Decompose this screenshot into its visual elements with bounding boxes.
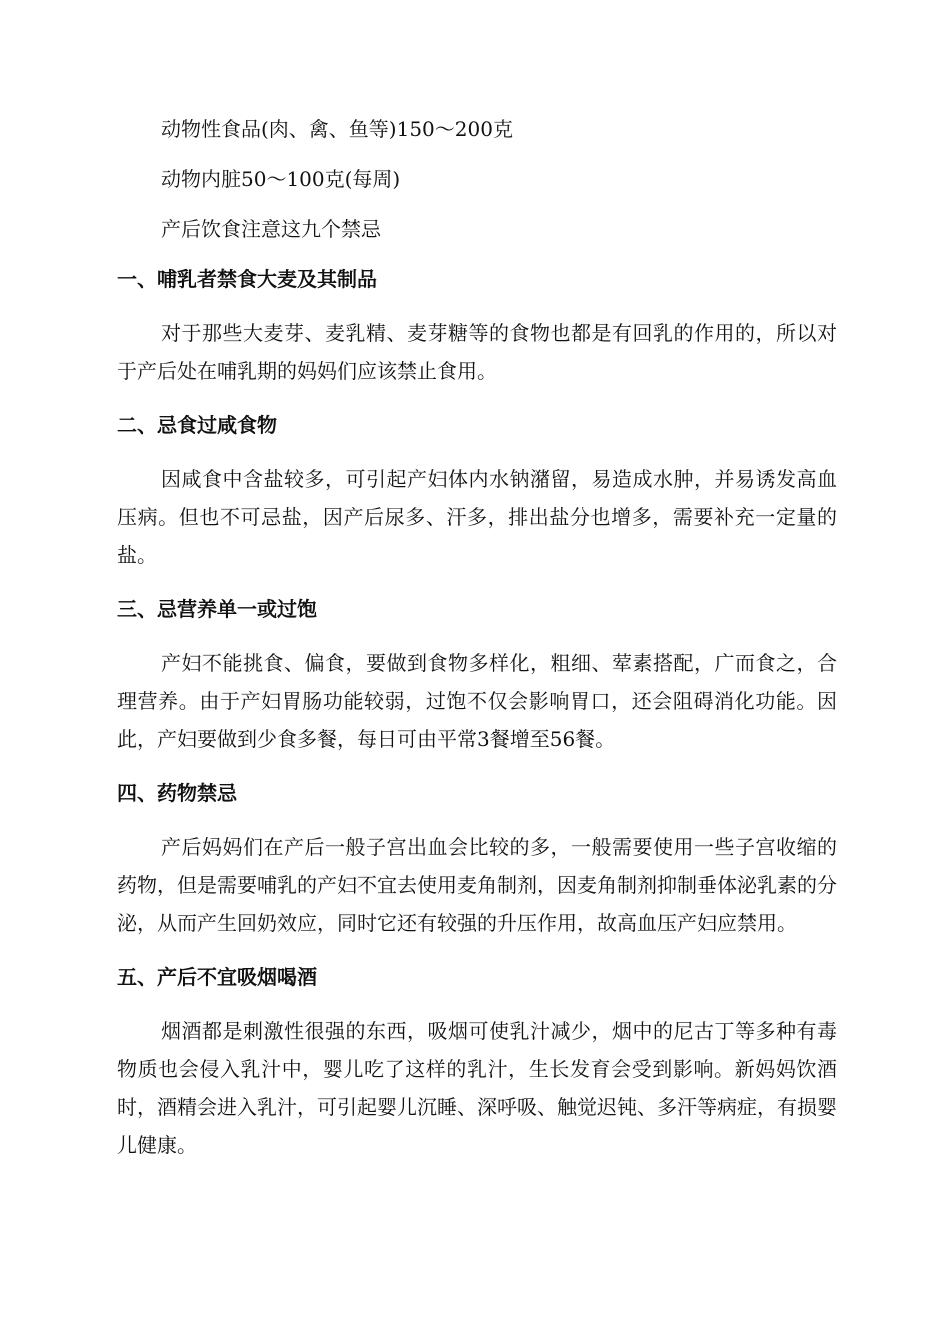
- section-body-5: 烟酒都是刺激性很强的东西，吸烟可使乳汁减少，烟中的尼古丁等多种有毒物质也会侵入乳汁中，婴儿吃了这样的乳汁，生长发育会受到影响。新妈妈饮酒时，酒精会进入乳汁，可引起婴儿沉睡、深呼吸、触觉迟钝、多汗等病症，有损婴儿健康。: [117, 1019, 837, 1157]
- document-content: [117, 110, 837, 1164]
- section-body-4: 产后妈妈们在产后一般子宫出血会比较的多，一般需要使用一些子宫收缩的药物，但是需要哺乳的产妇不宜去使用麦角制剂，因麦角制剂抑制垂体泌乳素的分泌，从而产生回奶效应，同时它还有较强的升压作用，故高血压产妇应禁用。: [117, 835, 837, 935]
- section-heading-2: 二、忌食过咸食物: [117, 413, 277, 437]
- section-heading-4: 四、药物禁忌: [117, 781, 237, 805]
- section-body-2: 因咸食中含盐较多，可引起产妇体内水钠潴留，易造成水肿，并易诱发高血压病。但也不可忌盐，因产后尿多、汗多，排出盐分也增多，需要补充一定量的盐。: [117, 467, 837, 567]
- food-line-organ: 动物内脏50～100克(每周): [161, 167, 401, 191]
- taboo-intro-line: 产后饮食注意这九个禁忌: [161, 217, 381, 241]
- section-body-3: 产妇不能挑食、偏食，要做到食物多样化，粗细、荤素搭配，广而食之，合理营养。由于产妇胃肠功能较弱，过饱不仅会影响胃口，还会阻碍消化功能。因此，产妇要做到少食多餐，每日可由平常3餐增至56餐。: [117, 651, 837, 751]
- section-heading-1: 一、哺乳者禁食大麦及其制品: [117, 267, 377, 291]
- section-body-1: 对于那些大麦芽、麦乳精、麦芽糖等的食物也都是有回乳的作用的，所以对于产后处在哺乳期的妈妈们应该禁止食用。: [117, 321, 837, 383]
- section-heading-5: 五、产后不宜吸烟喝酒: [117, 965, 317, 989]
- food-line-animal: 动物性食品(肉、禽、鱼等)150～200克: [161, 117, 513, 141]
- section-heading-3: 三、忌营养单一或过饱: [117, 597, 317, 621]
